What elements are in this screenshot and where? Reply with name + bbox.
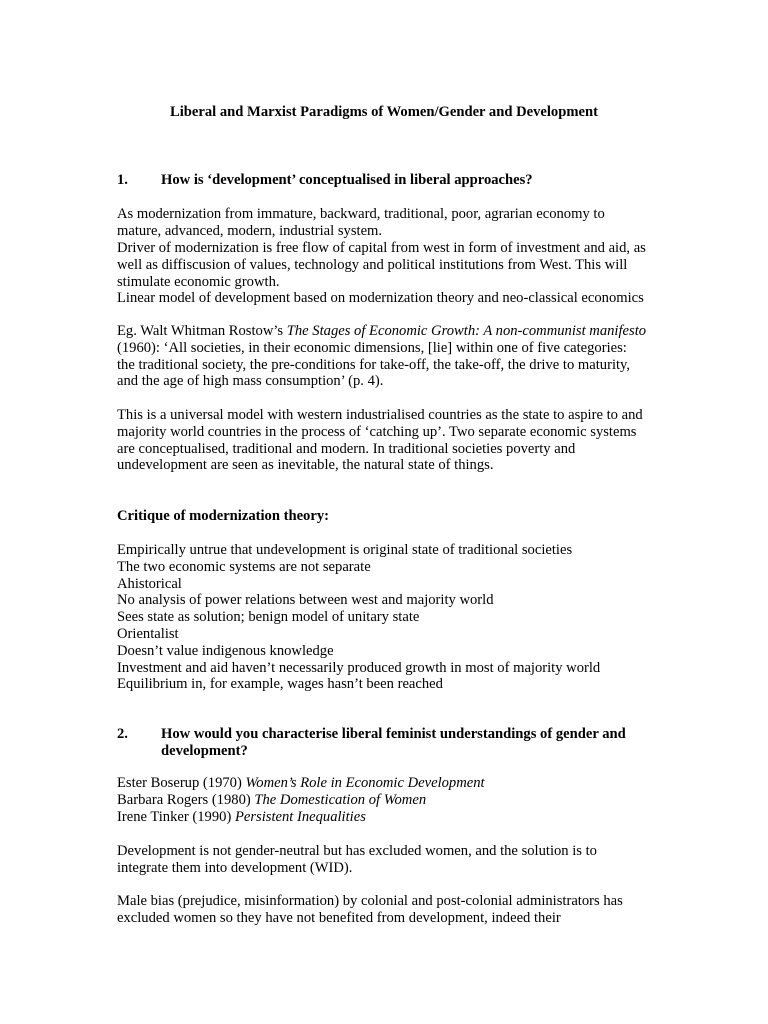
paragraph-rostow-example	[117, 323, 647, 390]
paragraph-modernization-driver: Driver of modernization is free flow of capital from west in form of investment and aid, as well as diffiscusion of values, technology and political institutions from West. This will stimulate economic growth.	[117, 240, 646, 290]
paragraph-universal-model: This is a universal model with western industrialised countries as the state to aspire to and majority world countries in the process of ‘catching up’. Two separate economic systems are conceptualised, traditional and modern. In traditional societies poverty and undevelopment are seen as inevitable, the natural state of things.	[117, 407, 643, 474]
question-2-heading	[117, 726, 647, 760]
critique-item: Equilibrium in, for example, wages hasn’t been reached	[117, 676, 443, 693]
critique-item: Ahistorical	[117, 575, 182, 592]
reference-title: The Domestication of Women	[254, 791, 427, 808]
critique-item: Sees state as solution; benign model of unitary state	[117, 609, 420, 626]
reference-item	[117, 792, 485, 809]
paragraph-male-bias: Male bias (prejudice, misinformation) by colonial and post-colonial administrators has excluded women so they have not benefited from development, indeed their	[117, 893, 623, 926]
rostow-text-post: (1960): ‘All societies, in their economic dimensions, [lie] within one of five categories: the traditional society, the pre-conditions for take-off, the take-off, the drive to maturity, and the age of high mass consumption’ (p. 4).	[117, 339, 631, 390]
reference-list	[117, 775, 485, 825]
question-1-heading	[117, 172, 647, 189]
reference-item	[117, 809, 485, 826]
paragraph-wid: Development is not gender-neutral but has excluded women, and the solution is to integrate them into development (WID).	[117, 843, 597, 876]
paragraph-modernization-definition: As modernization from immature, backward, traditional, poor, agrarian economy to mature, advanced, modern, industrial system.	[117, 206, 605, 239]
critique-item: The two economic systems are not separate	[117, 558, 371, 575]
reference-author: Irene Tinker (1990)	[117, 808, 235, 825]
question-2-number: 2.	[117, 726, 128, 742]
reference-author: Barbara Rogers (1980)	[117, 791, 255, 808]
critique-item: Investment and aid haven’t necessarily produced growth in most of majority world	[117, 659, 601, 676]
question-2-text: How would you characterise liberal feminist understandings of gender and development?	[161, 726, 626, 759]
reference-item	[117, 775, 485, 792]
critique-item: No analysis of power relations between west and majority world	[117, 592, 494, 609]
document-title: Liberal and Marxist Paradigms of Women/Gender and Development	[170, 104, 598, 120]
critique-heading: Critique of modernization theory:	[117, 508, 329, 524]
reference-author: Ester Boserup (1970)	[117, 775, 246, 791]
question-1-text: How is ‘development’ conceptualised in liberal approaches?	[161, 172, 533, 188]
critique-item: Empirically untrue that undevelopment is original state of traditional societies	[117, 542, 573, 558]
rostow-text-pre: Eg. Walt Whitman Rostow’s	[117, 323, 287, 339]
question-1-number: 1.	[117, 172, 128, 188]
paragraph-linear-model: Linear model of development based on modernization theory and neo-classical economics	[117, 290, 644, 306]
critique-item: Orientalist	[117, 625, 179, 642]
reference-title: Women’s Role in Economic Development	[245, 775, 485, 791]
critique-item: Doesn’t value indigenous knowledge	[117, 642, 334, 659]
reference-title: Persistent Inequalities	[234, 808, 366, 825]
critique-list	[117, 542, 677, 693]
rostow-book-title: The Stages of Economic Growth: A non-communist manifesto	[286, 323, 647, 339]
